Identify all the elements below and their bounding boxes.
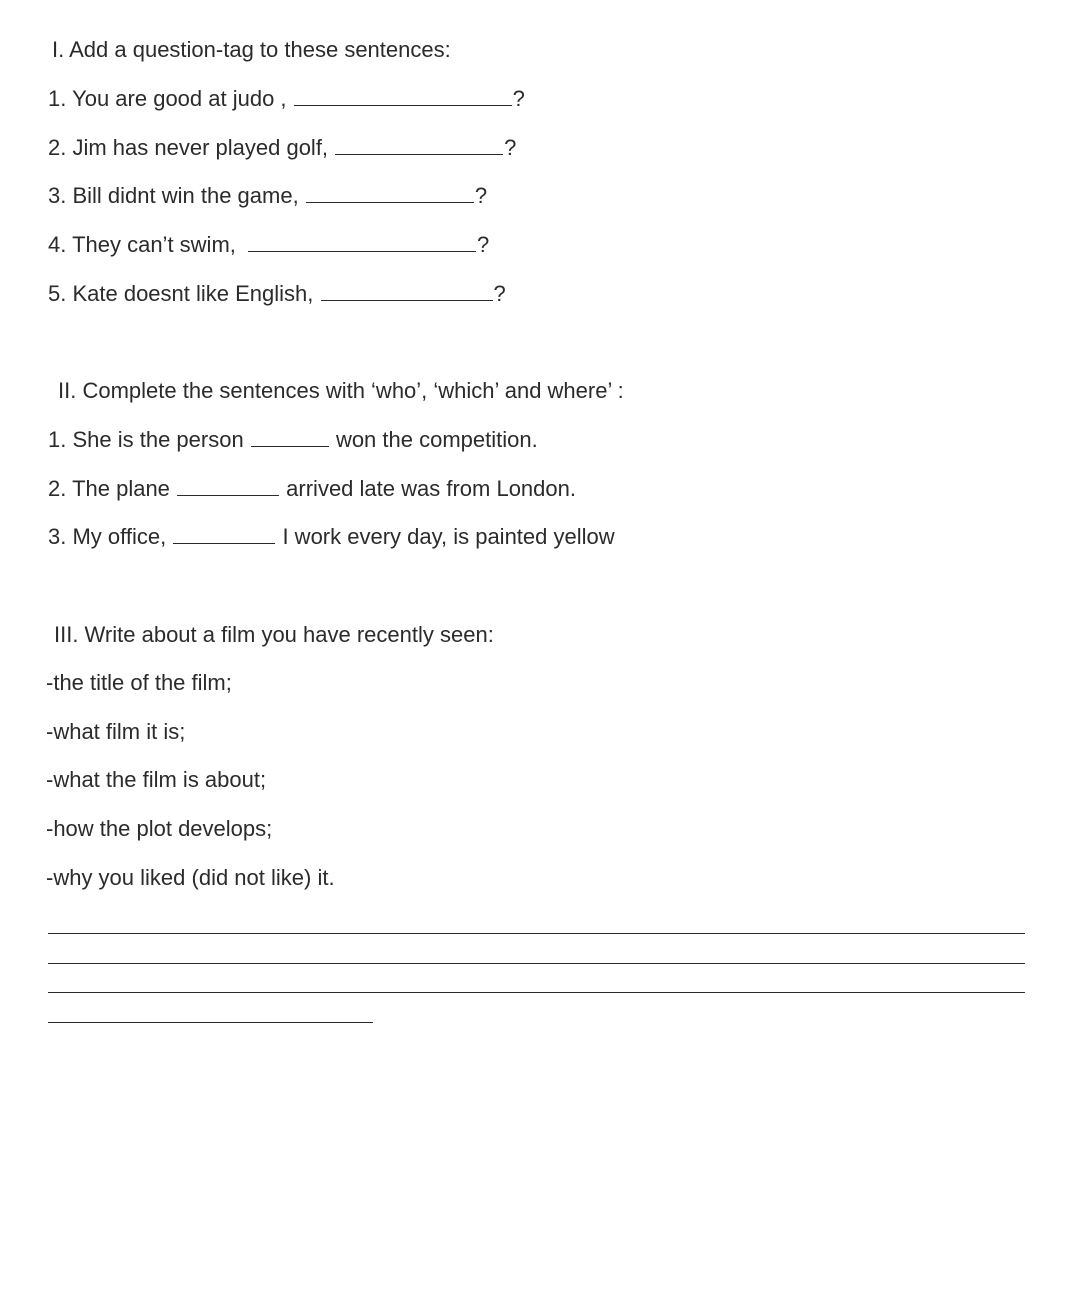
question-tag-item-2 — [48, 135, 516, 161]
relative-item-1 — [48, 427, 538, 453]
writing-line[interactable] — [48, 1022, 373, 1023]
answer-blank[interactable] — [321, 300, 493, 301]
item-text-after: I work every day, is painted yellow — [282, 524, 615, 549]
prompt-item: -how the plot develops; — [46, 816, 273, 841]
prompt-item: -why you liked (did not like) it. — [46, 865, 335, 890]
prompt-item: -the title of the film; — [46, 670, 232, 695]
writing-line[interactable] — [48, 933, 1025, 934]
writing-line[interactable] — [48, 963, 1025, 964]
answer-blank[interactable] — [248, 251, 476, 252]
question-mark: ? — [504, 135, 517, 160]
item-text: 2. Jim has never played golf, — [48, 135, 329, 160]
prompt-item: -what the film is about; — [46, 767, 267, 792]
question-tag-item-3 — [48, 183, 487, 209]
answer-blank[interactable] — [335, 154, 503, 155]
item-text-before: 2. The plane — [48, 476, 170, 501]
question-mark: ? — [493, 281, 506, 306]
item-text-after: arrived late was from London. — [286, 476, 576, 501]
answer-blank[interactable] — [251, 446, 329, 447]
prompt-item: -what film it is; — [46, 719, 186, 744]
relative-item-2 — [48, 476, 576, 502]
item-text: 5. Kate doesnt like English, — [48, 281, 314, 306]
question-tag-item-1 — [48, 86, 525, 112]
question-tag-item-4 — [48, 232, 489, 258]
question-mark: ? — [512, 86, 525, 111]
question-mark: ? — [474, 183, 488, 208]
section-3-heading: III. Write about a film you have recently seen: — [54, 622, 494, 647]
section-2-heading: II. Complete the sentences with ‘who’, ‘which’ and where’ : — [58, 378, 624, 403]
item-text-before: 3. My office, — [48, 524, 167, 549]
answer-blank[interactable] — [173, 543, 275, 544]
question-tag-item-5 — [48, 281, 506, 307]
answer-blank[interactable] — [306, 202, 474, 203]
relative-item-3 — [48, 524, 615, 550]
section-1-heading: I. Add a question-tag to these sentences: — [52, 37, 451, 62]
item-text: 4. They can’t swim, — [48, 232, 236, 257]
answer-blank[interactable] — [294, 105, 512, 106]
item-text-after: won the competition. — [335, 427, 538, 452]
item-text-before: 1. She is the person — [48, 427, 244, 452]
answer-blank[interactable] — [177, 495, 279, 496]
item-text: 1. You are good at judo , — [48, 86, 287, 111]
item-text: 3. Bill didnt win the game, — [48, 183, 299, 208]
writing-line[interactable] — [48, 992, 1025, 993]
question-mark: ? — [477, 232, 490, 257]
